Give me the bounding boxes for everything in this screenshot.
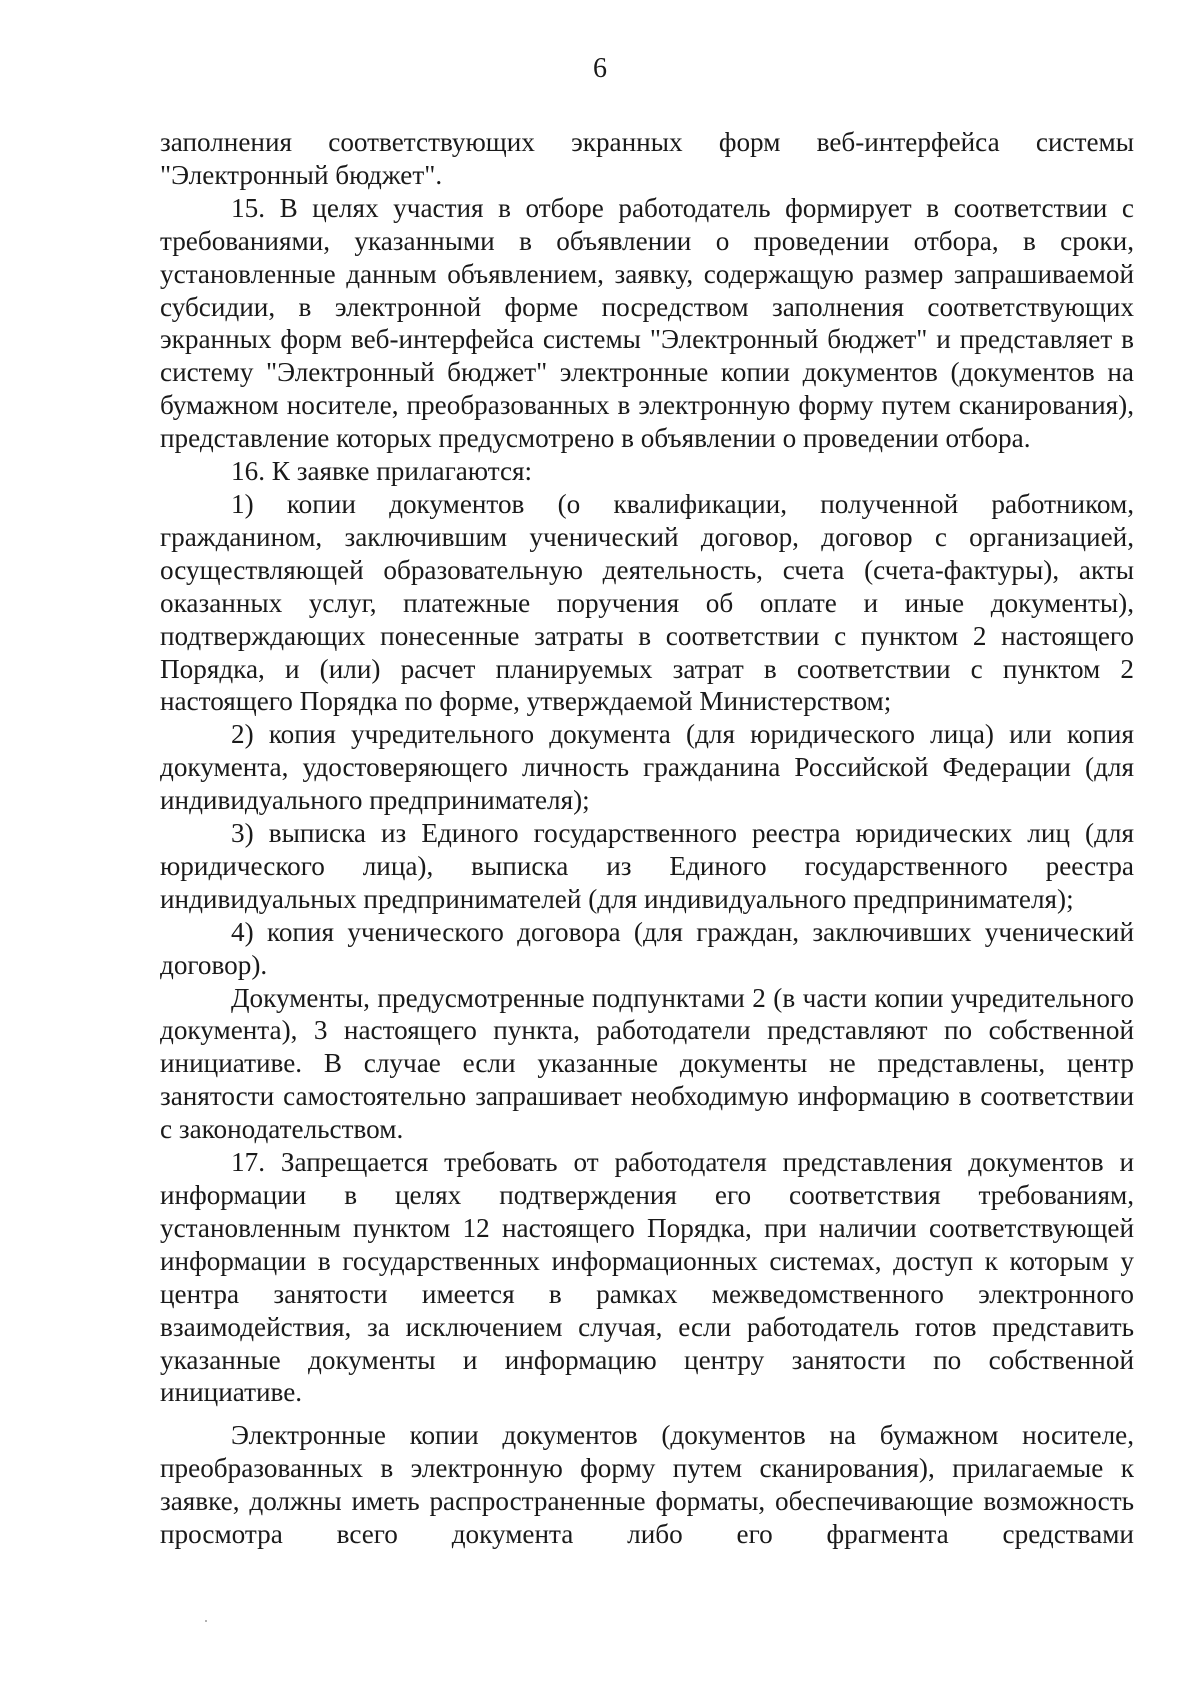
paragraph-item-4: 4) копия ученического договора (для граждан, заключивших ученический договор). (160, 916, 1134, 980)
scan-speck (205, 1620, 207, 1622)
paragraph-item-2: 2) копия учредительного документа (для юридического лица) или копия документа, удостоверяющего личность гражданина Российской Федерации (для индивидуального предпринимателя); (160, 719, 1134, 816)
document-body (160, 126, 1134, 1551)
paragraph-documents-note: Документы, предусмотренные подпунктами 2 (в части копии учредительного документа), 3 настоящего пункта, работодатели представляют по собственной инициативе. В случае если указанные документы не представлены, центр занятости самостоятельно запрашивает необходимую информацию в соответствии с законодательством. (160, 982, 1134, 1145)
paragraph-clause-15: 15. В целях участия в отборе работодатель формирует в соответствии с требованиями, указанными в объявлении о проведении отбора, в сроки, установленные данным объявлением, заявку, содержащую размер запрашиваемой субсидии, в электронной форме посредством заполнения соответствующих экранных форм веб-интерфейса системы "Электронный бюджет" и представляет в систему "Электронный бюджет" электронные копии документов (документов на бумажном носителе, преобразованных в электронную форму путем сканирования), представление которых предусмотрено в объявлении о проведении отбора. (160, 192, 1134, 454)
paragraph-continuation: заполнения соответствующих экранных форм веб-интерфейса системы "Электронный бюджет". (160, 127, 1134, 190)
paragraph-clause-17: 17. Запрещается требовать от работодателя представления документов и информации в целях подтверждения его соответствия требованиям, установленным пунктом 12 настоящего Порядка, при наличии соответствующей информации в государственных информационных системах, доступ к которым у центра занятости имеется в рамках межведомственного электронного взаимодействия, за исключением случая, если работодатель готов представить указанные документы и информацию центру занятости по собственной инициативе. (160, 1147, 1134, 1408)
paragraph-item-1: 1) копии документов (о квалификации, полученной работником, гражданином, заключившим ученический договор, договор с организацией, осуществляющей образовательную деятельность, счета (счета-фактуры), акты оказанных услуг, платежные поручения об оплате и иные документы), подтверждающих понесенные затраты в соответствии с пунктом 2 настоящего Порядка, и (или) расчет планируемых затрат в соответствии с пунктом 2 настоящего Порядка по форме, утверждаемой Министерством; (160, 488, 1134, 717)
page-number: 6 (593, 53, 607, 84)
paragraph-electronic-copies: Электронные копии документов (документов на бумажном носителе, преобразованных в электронную форму путем сканирования), прилагаемые к заявке, должны иметь распространенные форматы, обеспечивающие возможность просмотра всего документа либо его фрагмента средствами (160, 1420, 1134, 1550)
paragraph-item-3: 3) выписка из Единого государственного реестра юридических лиц (для юридического лица), выписка из Единого государственного реестра индивидуальных предпринимателей (для индивидуального предпринимателя); (160, 818, 1134, 914)
paragraph-clause-16: 16. К заявке прилагаются: (231, 456, 533, 487)
